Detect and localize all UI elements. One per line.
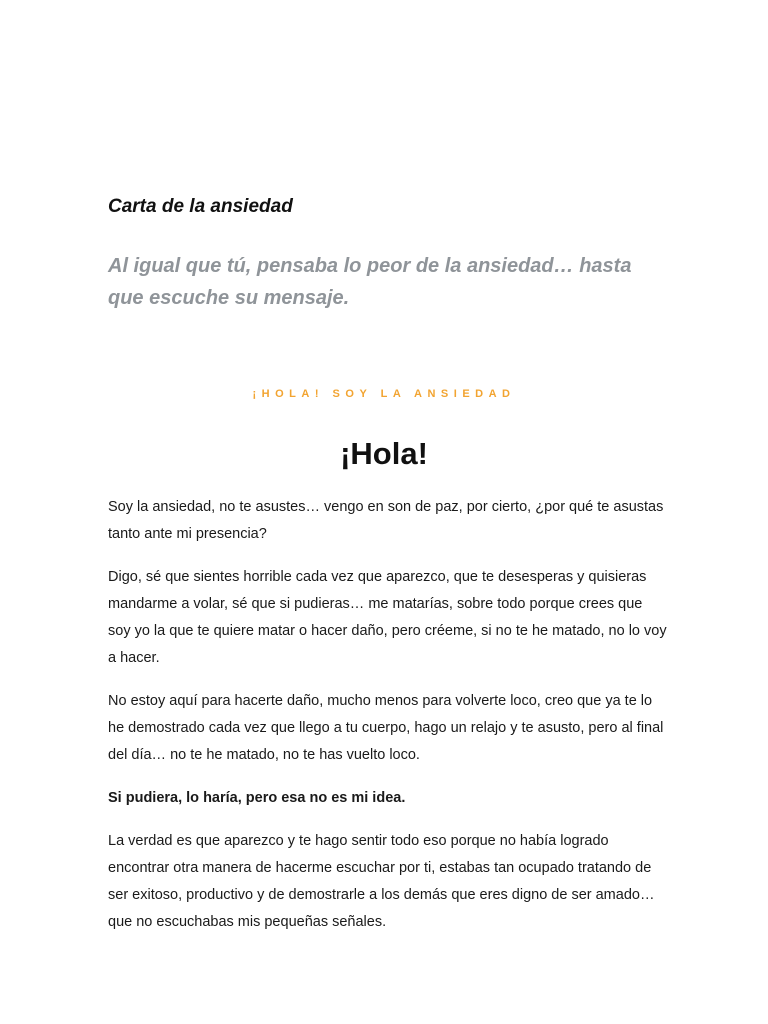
paragraph-3: No estoy aquí para hacerte daño, mucho menos para volverte loco, creo que ya te lo he demostrado cada vez que llego a tu cuerpo, hago un relajo y te asusto, pero al final del día… no te he matado, no te has vuelto loco. (108, 693, 664, 763)
section-kicker: ¡HOLA! SOY LA ANSIEDAD (252, 388, 516, 400)
paragraph-5: La verdad es que aparezco y te hago sentir todo eso porque no había logrado encontrar otra manera de hacerme escuchar por ti, estabas tan ocupado tratando de ser exitoso, productivo y de demostrarle a los demás que eres digno de ser amado… que no escuchabas mis pequeñas señales. (108, 833, 655, 930)
paragraph-1: Soy la ansiedad, no te asustes… vengo en son de paz, por cierto, ¿por qué te asustas tanto ante mi presencia? (108, 499, 664, 542)
document-subtitle: Al igual que tú, pensaba lo peor de la ansiedad… hasta que escuche su mensaje. (108, 255, 632, 309)
document-title: Carta de la ansiedad (108, 196, 293, 217)
bold-statement: Si pudiera, lo haría, pero esa no es mi idea. (108, 790, 406, 806)
paragraph-2: Digo, sé que sientes horrible cada vez que aparezco, que te desesperas y quisieras mandarme a volar, sé que si pudieras… me matarías, sobre todo porque crees que soy yo la que te quiere matar o hacer daño, pero créeme, si no te he matado, no lo voy a hacer. (108, 569, 667, 666)
greeting-heading: ¡Hola! (340, 436, 428, 471)
